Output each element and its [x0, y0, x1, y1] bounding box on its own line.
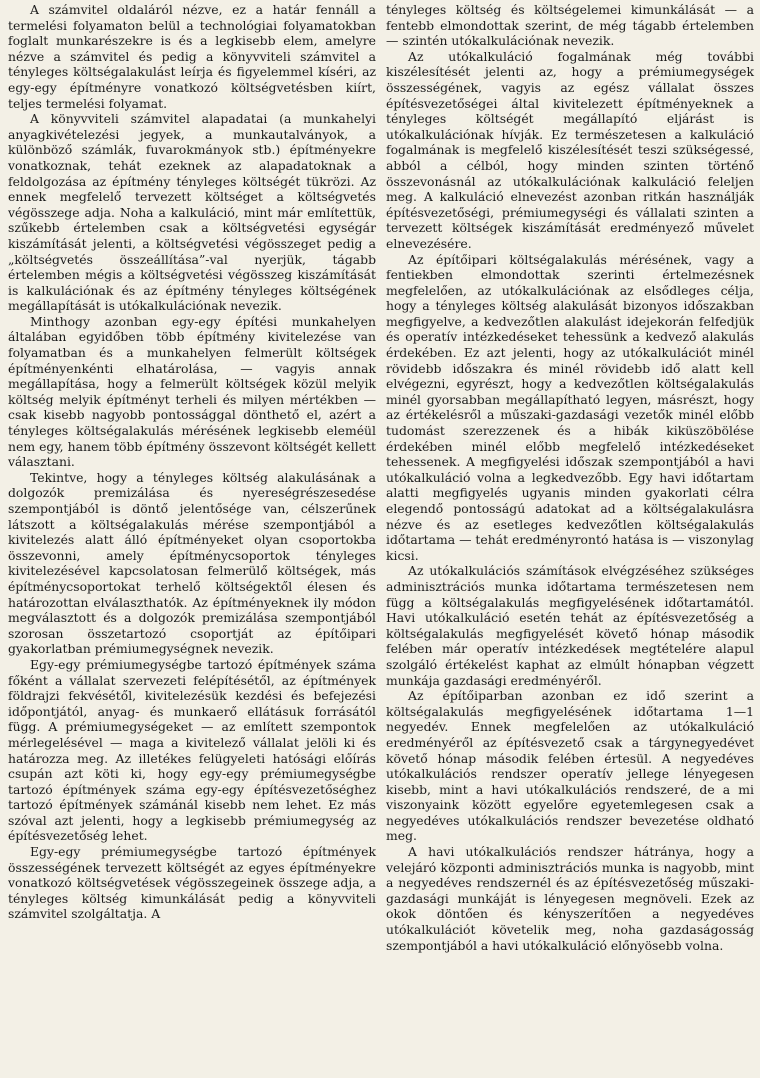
paragraph: Egy-egy prémiumegységbe tartozó építmények száma főként a vállalat szervezeti felépítésétől, az építmények földrajzi fekvésétől, kivitelezésük kezdési és befejezési időpontjától, anyag- és munkaerő ellátásuk forrásától függ. A prémiumegységeket — az említett szempontok mérlegelésével — maga a kivitelező vállalat jelöli ki és határozza meg. Az illetékes felügyeleti hatósági előírás csupán azt köti ki, hogy egy-egy prémiumegységbe tartozó építmények száma egy-egy építésvezetőséghez tartozó építmények számánál kisebb nem lehet. Ez más szóval azt jelenti, hogy a legkisebb prémiumegység az építésvezetőség lehet.	[8, 656, 376, 844]
paragraph-continued: tényleges költség és költségelemei kimunkálását — a fentebb elmondottak szerint, de még tágabb értelemben — szintén utókalkulációnak nevezik.	[386, 2, 754, 49]
paragraph: Tekintve, hogy a tényleges költség alakulásának a dolgozók premizálása és nyereségrészesedése szempontjából is döntő jelentősége van, célszerűnek látszott a költségalakulás mérése szempontjából a kivitelezés alatt álló építményeket olyan csoportokba összevonni, amely építménycsoportok tényleges kivitelezésével kapcsolatosan felmerülő költségek, más építménycsoportokat terhelő költségektől élesen és határozottan elválaszthatók. Az építményeknek ily módon megválasztott és a dolgozók premizálása szempontjából szorosan összetartozó csoportját az építőipari gyakorlatban prémiumegységnek nevezik.	[8, 469, 376, 657]
paragraph: A könyvviteli számvitel alapadatai (a munkahelyi anyagkivételezési jegyek, a munkautalványok, a különböző számlák, fuvarokmányok stb.) építményekre vonatkoznak, tehát ezeknek az alapadatoknak a feldolgozása az építmény tényleges költségét tükrözi. Az ennek megfelelő tervezett költséget a költségvetés végösszege adja. Noha a kalkuláció, mint már említettük, szűkebb értelemben csak a költségvetési egységár kiszámítását jelenti, a költségvetési végösszeget pedig a „költségvetés összeállítása”-val nyerjük, tágabb értelemben mégis a költségvetési végösszeg kiszámítását is kalkulációnak és az építmény tényleges költségének megállapítását is utókalkulációnak nevezik.	[8, 111, 376, 314]
paragraph: A számvitel oldaláról nézve, ez a határ fennáll a termelési folyamaton belül a technológiai folyamatokban foglalt munkarészekre is és a legkisebb elem, amelyre nézve a számvitel és pedig a könyvviteli számvitel a tényleges költségalakulást leírja és figyelemmel kíséri, az egy-egy építményre vonatkozó költségvetésben kiírt, teljes termelési folyamat.	[8, 2, 376, 111]
paragraph: Az utókalkulációs számítások elvégzéséhez szükséges adminisztrációs munka időtartama természetesen nem függ a költségalakulás megfigyelésének időtartamától. Havi utókalkuláció esetén tehát az építésvezetőség a költségalakulás megfigyelését követő hónap második felében már operatív intézkedések megtételére alapul szolgáló értékelést kaphat az elmúlt hónapban végzett munkája gazdasági eredményéről.	[386, 563, 754, 688]
left-column	[8, 2, 376, 1078]
paragraph: A havi utókalkulációs rendszer hátránya, hogy a velejáró központi adminisztrációs munka is nagyobb, mint a negyedéves rendszernél és az építésvezetőség műszaki-gazdasági munkáját is lényegesen megnöveli. Ezek az okok döntően és kényszerítően a negyedéves utókalkulációt követelik meg, noha gazdaságosság szempontjából a havi utókalkuláció előnyösebb volna.	[386, 844, 754, 953]
paragraph: Az építőiparban azonban ez idő szerint a költségalakulás megfigyelésének időtartama 1—1 negyedév. Ennek megfelelően az utókalkuláció eredményéről az építésvezető csak a tárgynegyedévet követő hónap második felében értesül. A negyedéves utókalkulációs rendszer operatív jellege lényegesen kisebb, mint a havi utókalkulációs rendszeré, de a mi viszonyaink között egyelőre egyetemlegesen csak a negyedéves utókalkulációs rendszer bevezetése oldható meg.	[386, 688, 754, 844]
paragraph: Az építőipari költségalakulás mérésének, vagy a fentiekben elmondottak szerinti értelmezésnek megfelelően, az utókalkulációnak az elsődleges célja, hogy a tényleges költség alakulását bizonyos időszakban megfigyelve, a kedvezőtlen alakulást idejekorán felfedjük és operatív intézkedéseket tehessünk a kedvező alakulás érdekében. Ez azt jelenti, hogy az utókalkulációt minél rövidebb időszakra és minél rövidebb idő alatt kell elvégezni, egyrészt, hogy a kedvezőtlen költségalakulás minél gyorsabban megállapítható legyen, másrészt, hogy az értékelésről a műszaki-gazdasági vezetők minél előbb tudomást szerezzenek és a hibák kiküszöbölése érdekében minél előbb megfelelő intézkedéseket tehessenek. A megfigyelési időszak szempontjából a havi utókalkuláció volna a legkedvezőbb. Egy havi időtartam alatti megfigyelés ugyanis minden gyakorlati célra elegendő pontosságú adatokat ad a költségalakulásra nézve és az esetleges kedvezőtlen költségalakulás időtartama — tehát eredményrontó hatása is — viszonylag kicsi.	[386, 251, 754, 563]
paragraph: Egy-egy prémiumegységbe tartozó építmények összességének tervezett költségét az egyes építményekre vonatkozó költségvetések végösszegeinek összege adja, a tényleges költség kimunkálását pedig a könyvviteli számvitel szolgáltatja. A	[8, 844, 376, 922]
paragraph: Minthogy azonban egy-egy építési munkahelyen általában egyidőben több építmény kivitelezése van folyamatban és a munkahelyen felmerült költségek építményenkénti elhatárolása, — vagyis annak megállapítása, hogy a felmerült költségek közül melyik költség melyik építményt terheli és milyen mértékben — csak kisebb nagyobb pontossággal dönthető el, azért a tényleges költségalakulás mérésének legkisebb eleméül nem egy, hanem több építmény összevont költségét kellett választani.	[8, 313, 376, 470]
paragraph: Az utókalkuláció fogalmának még további kiszélesítését jelenti az, hogy a prémiumegységek összességének, vagyis az egész vállalat összes építésvezetőségei által kivitelezett építményeknek a tényleges költségét megállapító eljárást is utókalkulációnak hívják. Ez természetesen a kalkuláció fogalmának is megfelelő kiszélesítését teszi szükségessé, abból a célból, hogy minden szinten történő összevonásnál az utókalkulációnak kalkuláció feleljen meg. A kalkuláció elnevezést azonban ritkán használják építésvezetőségi, prémiumegységi és vállalati szinten a tervezett költségek kiszámítását eredményező művelet elnevezésére.	[386, 48, 754, 251]
right-column	[386, 2, 754, 1078]
